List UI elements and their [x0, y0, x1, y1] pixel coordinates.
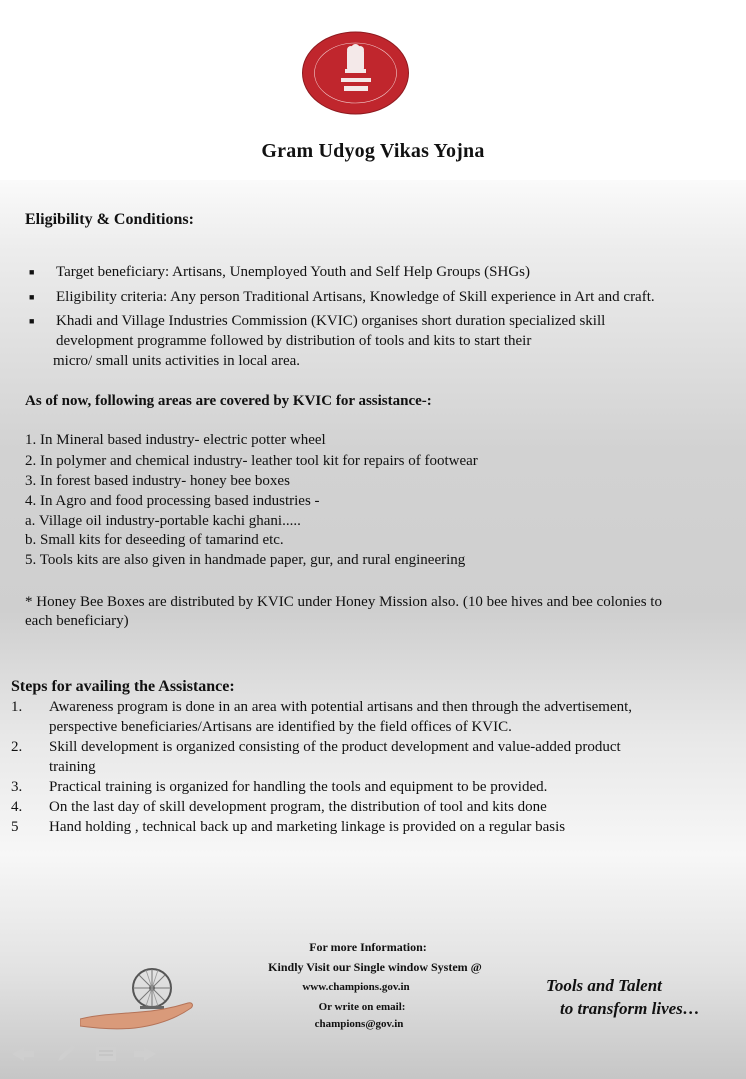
hand-charkha-illustration	[80, 962, 195, 1037]
next-arrow-icon	[134, 1047, 156, 1061]
honey-note-line2: each beneficiary)	[25, 613, 129, 629]
step-number-3: 3.	[11, 779, 23, 795]
step-5-text: Hand holding , technical back up and marketing linkage is provided on a regular basis	[49, 819, 566, 835]
honey-note-line1: * Honey Bee Boxes are distributed by KVIC under Honey Mission also. (10 bee hives and bee colonies to	[25, 594, 662, 610]
tagline-line1: Tools and Talent	[546, 976, 662, 995]
step-2-line1: Skill development is organized consisting of the product development and value-added product	[49, 739, 621, 755]
slide-controls[interactable]	[8, 1043, 158, 1065]
msme-logo	[301, 31, 410, 115]
area-item-1: 1. In Mineral based industry- electric potter wheel	[25, 432, 326, 448]
hand-icon	[80, 1003, 192, 1029]
eligibility-bullet-3-cont: development programme followed by distribution of tools and kits to start their	[56, 333, 532, 349]
step-1-line2: perspective beneficiaries/Artisans are identified by the field offices of KVIC.	[49, 719, 512, 735]
menu-icon	[96, 1047, 116, 1061]
pen-icon	[58, 1045, 75, 1061]
bullet-icon: ■	[29, 316, 35, 326]
step-1-line1: Awareness program is done in an area with potential artisans and then through the advertisement,	[49, 699, 633, 715]
eligibility-bullet-3: Khadi and Village Industries Commission (KVIC) organises short duration specialized skill	[56, 313, 606, 329]
step-3-text: Practical training is organized for handling the tools and equipment to be provided.	[49, 779, 548, 795]
area-item-4a: a. Village oil industry-portable kachi ghani.....	[25, 513, 301, 529]
previous-arrow-icon	[12, 1047, 34, 1061]
area-item-3: 3. In forest based industry- honey bee boxes	[25, 473, 290, 489]
area-item-4b: b. Small kits for deseeding of tamarind etc.	[25, 532, 284, 548]
step-4-text: On the last day of skill development program, the distribution of tool and kits done	[49, 799, 547, 815]
areas-heading: As of now, following areas are covered by KVIC for assistance-:	[25, 393, 432, 409]
eligibility-bullet-3-cont2: micro/ small units activities in local area.	[53, 353, 301, 369]
header	[0, 0, 746, 180]
eligibility-heading: Eligibility & Conditions:	[25, 211, 194, 228]
eligibility-bullet-1: Target beneficiary: Artisans, Unemployed Youth and Self Help Groups (SHGs)	[56, 264, 531, 280]
bullet-icon: ■	[29, 267, 35, 277]
step-number-5: 5	[11, 819, 19, 835]
step-2-line2: training	[49, 759, 96, 775]
write-text: Or write on email:	[318, 1001, 406, 1013]
email-link[interactable]: champions@gov.in	[314, 1018, 404, 1030]
charkha-wheel-icon	[133, 969, 171, 1009]
area-item-4: 4. In Agro and food processing based industries -	[25, 493, 320, 509]
area-item-2: 2. In polymer and chemical industry- leather tool kit for repairs of footwear	[25, 453, 478, 469]
info-heading: For more Information:	[309, 940, 427, 954]
page-title: Gram Udyog Vikas Yojna	[261, 140, 485, 162]
steps-heading: Steps for availing the Assistance:	[11, 678, 235, 695]
area-item-5: 5. Tools kits are also given in handmade paper, gur, and rural engineering	[25, 552, 466, 568]
bullet-icon: ■	[29, 292, 35, 302]
eligibility-bullet-2: Eligibility criteria: Any person Traditional Artisans, Knowledge of Skill experience in Art and craft.	[56, 289, 655, 305]
visit-text: Kindly Visit our Single window System @	[268, 960, 482, 974]
step-number-1: 1.	[11, 699, 23, 715]
tagline-line2: to transform lives…	[560, 999, 700, 1018]
website-link[interactable]: www.champions.gov.in	[302, 981, 410, 993]
step-number-4: 4.	[11, 799, 23, 815]
step-number-2: 2.	[11, 739, 23, 755]
